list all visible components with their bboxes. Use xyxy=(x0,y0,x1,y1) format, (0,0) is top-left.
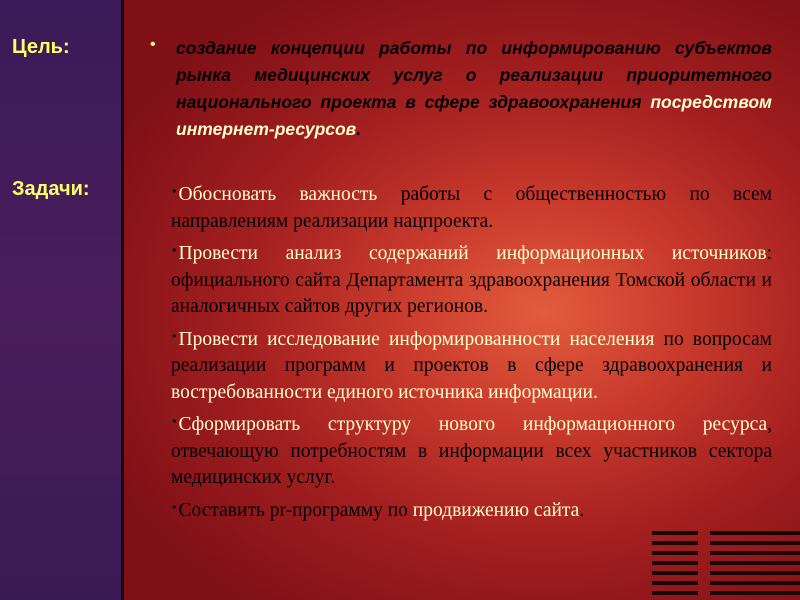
decorative-stripes xyxy=(652,527,800,600)
task-text xyxy=(171,414,772,488)
task-text xyxy=(171,243,772,317)
task-bullet: • xyxy=(171,244,178,257)
task-item xyxy=(171,409,772,492)
task-item xyxy=(171,179,772,235)
goal-label: Цель: xyxy=(12,36,70,58)
highlighted-text: востребованности единого источника информации. xyxy=(171,381,598,403)
task-text xyxy=(171,184,772,232)
tasks-list xyxy=(171,179,772,527)
task-text xyxy=(171,329,772,403)
goal-bullet: • xyxy=(150,36,156,53)
text-segment: создание концепции работы по информированию субъектов рынка медицинских услуг о реализации приоритетного национального проекта в сфере здравоохранения xyxy=(176,38,772,112)
highlighted-text: Провести анализ содержаний информационных источников xyxy=(178,243,767,264)
highlighted-text: Сформировать структуру нового информационного ресурса xyxy=(178,414,768,435)
left-panel xyxy=(0,0,121,600)
text-segment: . xyxy=(579,499,585,521)
task-text xyxy=(179,500,585,521)
task-bullet: • xyxy=(171,329,178,343)
task-item xyxy=(171,495,772,525)
stripe-column xyxy=(754,527,800,600)
text-segment: по вопросам реализации программ и проектов в сфере здравоохранения и xyxy=(171,328,773,376)
task-bullet: • xyxy=(171,185,178,198)
highlighted-text: Обосновать важность xyxy=(178,184,378,205)
task-item xyxy=(171,238,772,321)
task-bullet: • xyxy=(171,500,178,514)
stripe-column xyxy=(710,527,756,600)
highlighted-text: посредством интернет-ресурсов xyxy=(176,92,772,139)
highlighted-text: Провести исследование информированности населения xyxy=(178,328,655,350)
stripe-column xyxy=(652,527,698,600)
text-segment: , отвечающую потребностям в информации всех участников сектора медицинских услуг. xyxy=(171,414,772,488)
goal-text xyxy=(176,35,772,143)
text-segment: Составить pr-программу по xyxy=(178,499,413,521)
text-segment: работы с общественностью по всем направлениям реализации нацпроекта. xyxy=(171,184,773,232)
text-segment: : официального сайта Департамента здравоохранения Томской области и аналогичных сайтов других регионов. xyxy=(171,243,772,317)
highlighted-text: продвижению сайта xyxy=(412,499,580,521)
text-segment: . xyxy=(356,119,362,139)
task-bullet: • xyxy=(171,415,178,428)
task-item xyxy=(171,324,772,407)
tasks-label: Задачи: xyxy=(12,178,90,200)
